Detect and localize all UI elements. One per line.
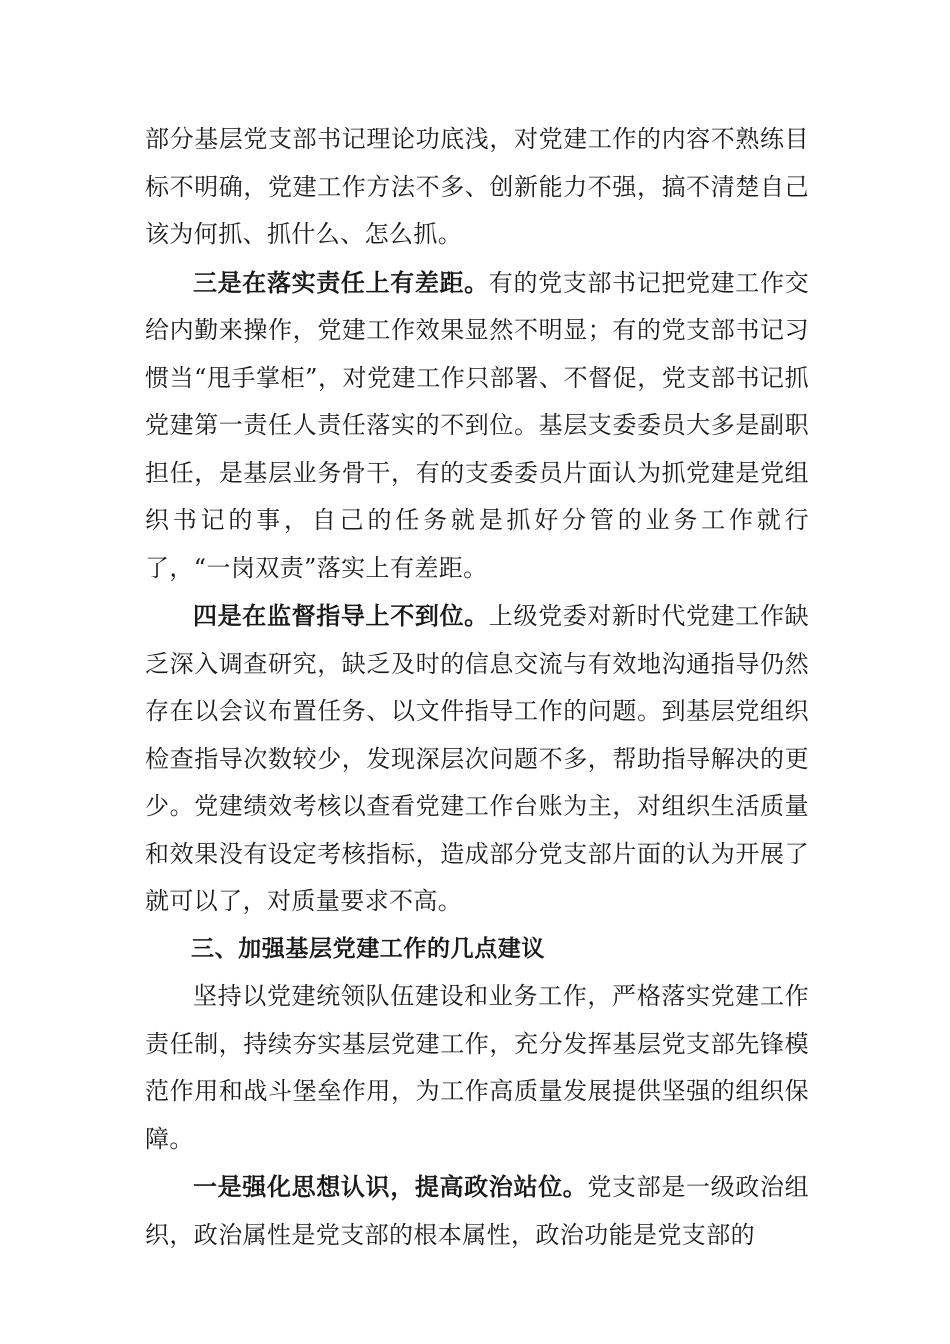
paragraph-text: 部分基层党支部书记理论功底浅，对党建工作的内容不熟练目标不明确，党建工作方法不多、创新能力不强，搞不清楚自己该为何抓、抓什么、怎么抓。	[145, 125, 809, 248]
paragraph-theory-weakness	[145, 116, 809, 259]
paragraph-lead: 一是强化思想认识，提高政治站位。	[193, 1172, 588, 1201]
paragraph-lead: 三是在落实责任上有差距。	[193, 267, 489, 297]
paragraph-text: 有的党支部书记把党建工作交给内勤来操作，党建工作效果显然不明显；有的党支部书记习惯当“甩手掌柜”，对党建工作只部署、不督促，党支部书记抓党建第一责任人责任落实的不到位。基层支委委员大多是副职担任，是基层业务骨干，有的支委委员片面认为抓党建是党组织书记的事，自己的任务就是抓好分管的业务工作就行了，“一岗双责”落实上有差距。	[145, 268, 809, 582]
paragraph-text: 上级党委对新时代党建工作缺乏深入调查研究，缺乏及时的信息交流与有效地沟通指导仍然存在以会议布置任务、以文件指导工作的问题。到基层党组织检查指导次数较少，发现深层次问题不多，帮助指导解决的更少。党建绩效考核以查看党建工作台账为主，对组织生活质量和效果没有设定考核指标，造成部分党支部片面的认为开展了就可以了，对质量要求不高。	[145, 602, 809, 915]
paragraph-text: 党支部是一级政治组织，政治属性是党支部的根本属性，政治功能是党支部的	[145, 1173, 809, 1249]
paragraph-political-awareness	[145, 1163, 809, 1259]
paragraph-lead: 四是在监督指导上不到位。	[193, 601, 489, 630]
paragraph-responsibility-gap	[145, 259, 809, 593]
paragraph-section-intro	[145, 973, 809, 1163]
document-body	[145, 116, 809, 1259]
paragraph-text: 坚持以党建统领队伍建设和业务工作，严格落实党建工作责任制，持续夯实基层党建工作，充分发挥基层党支部先锋模范作用和战斗堡垒作用，为工作高质量发展提供坚强的组织保障。	[145, 982, 809, 1153]
paragraph-supervision-gap	[145, 592, 809, 926]
section-heading: 三、加强基层党建工作的几点建议	[191, 935, 545, 962]
